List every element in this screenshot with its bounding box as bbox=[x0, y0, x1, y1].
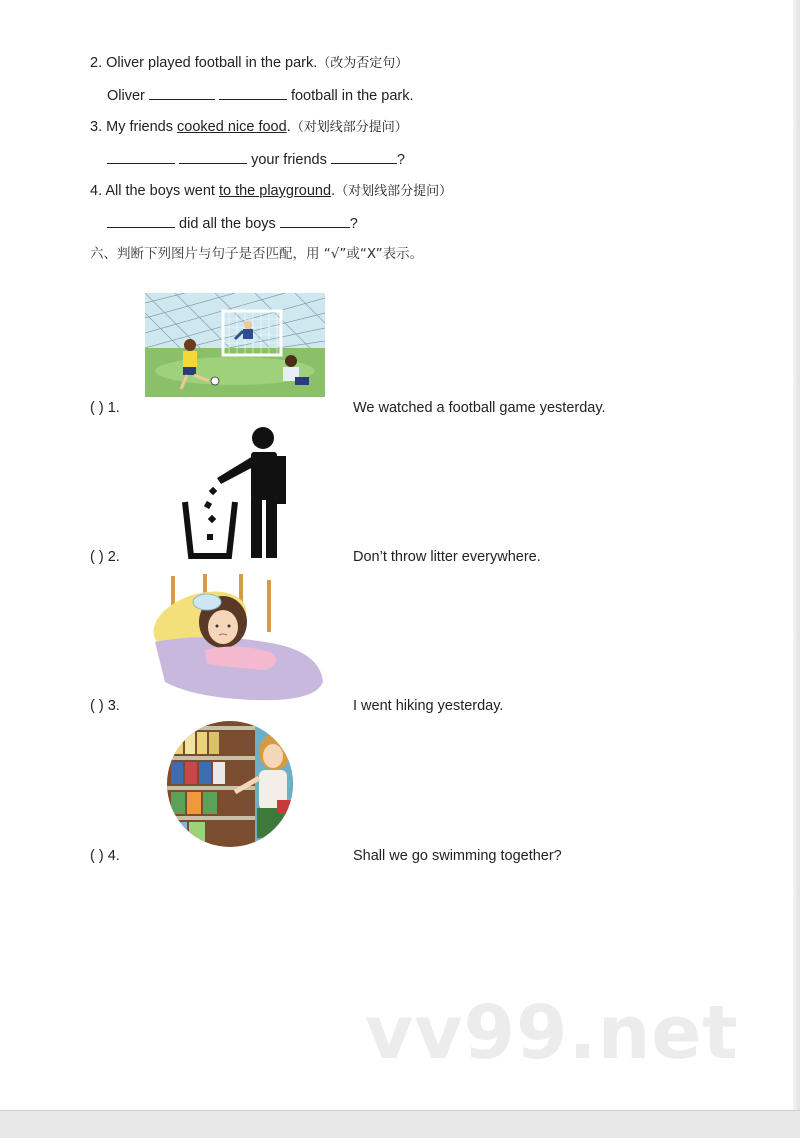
answer-4-middle: did all the boys bbox=[179, 216, 276, 232]
sick-girl-picture bbox=[145, 572, 325, 704]
item-2-sentence: Don’t throw litter everywhere. bbox=[353, 549, 541, 565]
answer-2 bbox=[107, 86, 414, 105]
question-2 bbox=[90, 54, 408, 73]
answer-3-middle: your friends bbox=[251, 152, 327, 168]
question-3-note: （对划线部分提问） bbox=[290, 120, 408, 135]
question-4-note: （对划线部分提问） bbox=[335, 184, 453, 199]
item-4-sentence: Shall we go swimming together? bbox=[353, 848, 562, 864]
question-3-underlined: cooked nice food bbox=[177, 119, 287, 135]
answer-3 bbox=[107, 150, 405, 169]
question-3-period: . bbox=[286, 119, 291, 135]
page-bottom-strip bbox=[0, 1110, 800, 1138]
answer-blank[interactable] bbox=[219, 86, 287, 100]
answer-blank[interactable] bbox=[149, 86, 215, 100]
supermarket-picture bbox=[145, 716, 325, 850]
no-littering-picture bbox=[145, 422, 325, 560]
answer-blank[interactable] bbox=[280, 214, 350, 228]
answer-3-end: ? bbox=[396, 152, 405, 168]
item-3-sentence: I went hiking yesterday. bbox=[353, 698, 504, 714]
answer-4 bbox=[107, 214, 358, 233]
question-3 bbox=[90, 118, 408, 137]
answer-blank[interactable] bbox=[107, 214, 175, 228]
item-1-sentence: We watched a football game yesterday. bbox=[353, 400, 606, 416]
item-1-label[interactable]: ( ) 1. bbox=[90, 400, 120, 416]
item-3-label[interactable]: ( ) 3. bbox=[90, 698, 120, 714]
item-4-label[interactable]: ( ) 4. bbox=[90, 848, 120, 864]
answer-blank[interactable] bbox=[331, 150, 397, 164]
answer-blank[interactable] bbox=[179, 150, 247, 164]
football-game-picture bbox=[145, 293, 325, 397]
question-4-text: 4. All the boys went bbox=[90, 183, 219, 199]
item-2-label[interactable]: ( ) 2. bbox=[90, 549, 120, 565]
watermark: vv99.net bbox=[365, 990, 739, 1076]
answer-2-end: football in the park. bbox=[290, 88, 414, 104]
page-edge bbox=[793, 0, 800, 1110]
question-2-note: （改为否定句） bbox=[317, 56, 409, 71]
question-4 bbox=[90, 182, 452, 201]
answer-blank[interactable] bbox=[107, 150, 175, 164]
question-4-underlined: to the playground bbox=[218, 183, 332, 199]
answer-2-start: Oliver bbox=[107, 88, 145, 104]
answer-4-end: ? bbox=[349, 216, 358, 232]
question-2-text: 2. Oliver played football in the park. bbox=[90, 55, 318, 71]
question-4-period: . bbox=[331, 183, 336, 199]
section-6-heading: 六、判断下列图片与句子是否匹配，用 “√”或“X”表示。 bbox=[90, 246, 424, 262]
question-3-text: 3. My friends bbox=[90, 119, 178, 135]
